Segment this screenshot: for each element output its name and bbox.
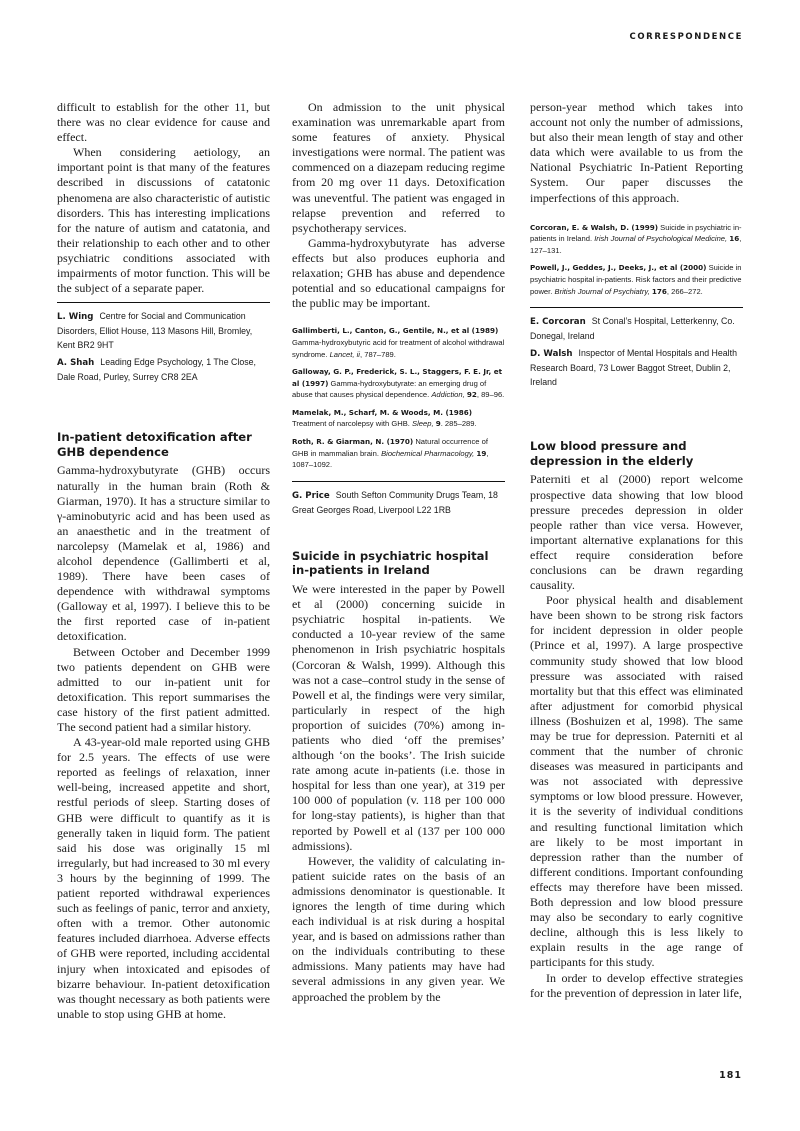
paragraph: On admission to the unit physical examination was unremarkable apart from some features of anxiety. Physical investigations were normal. The patient was commenced on a diazepam reducing regime from 20 mg over 11 days. Detoxification was uneventful. The patient was engaged in relapse prevention and referred to psychotherapy services. bbox=[292, 100, 505, 235]
article-heading: In-patient detoxification after GHB dependence bbox=[57, 430, 252, 459]
reference-volume: 19 bbox=[476, 448, 487, 458]
paragraph: When considering aetiology, an important point is that many of the features described in discussions of catatonic phenomena are also characteristic of autistic disorders. This has interesting implications for the nature of autism and catatonia, and their relationship to each other and to other psychiatric conditions associated with impairments of motor function. This will be the subject of a separate paper. bbox=[57, 145, 270, 296]
article-body bbox=[530, 472, 743, 1000]
reference-pages: , 787–789. bbox=[360, 349, 396, 359]
reference bbox=[292, 366, 505, 401]
author-name: L. Wing bbox=[57, 312, 94, 323]
paragraph: We were interested in the paper by Powell et al (2000) concerning suicide in psychiatric hospital in-patients. We conducted a 10-year review of the same phenomenon in Irish psychiatric hospitals (Corcoran & Walsh, 1999). Although this was not a case–control study in the sense of Powell et al, the findings were very similar, particularly in respect of the high proportion of suicides (70%) among in-patients who died ‘off the premises’ although ‘on the books’. The Irish suicide rate among acute in-patients (i.e. those in hospital for less than one year), at 319 per 100 000 of population (v. 118 per 100 000 for long-stay patients), is higher than that reported by Powell et al (137 per 100 000 admissions). bbox=[292, 582, 505, 853]
affiliation-text: South Sefton Community Drugs Team, 18 Great Georges Road, Liverpool L22 1RB bbox=[292, 489, 498, 515]
reference-title: Gamma-hydroxybutyric acid for treatment of alcohol withdrawal syndrome. bbox=[292, 337, 505, 359]
article-heading: Suicide in psychiatric hospital in-patients in Ireland bbox=[292, 548, 489, 578]
reference-title: Gamma-hydroxybutyrate: an emerging drug of abuse that causes physical dependence. bbox=[292, 378, 487, 400]
reference-authors: Powell, J., Geddes, J., Deeks, J., et al (2000) bbox=[530, 263, 707, 273]
paragraph: A 43-year-old male reported using GHB for 2.5 years. The effects of use were reported as feelings of relaxation, inner well-being, increased appetite and short, restful periods of sleep. Starting doses of GHB were difficult to quantify as it is generally taken in liquid form. The patient said his dose was originally 15 ml irregularly, but had increased to 30 ml every 3 hours by the beginning of 1999. The patient reported withdrawal experiences such as feelings of panic, terror and anxiety, often with a tremor. Other autonomic features included diarrhoea. Adverse effects of GHB were reported, including accidental injury when intoxicated and episodes of bizarre behaviour. In-patient detoxification was thought necessary as both patients were unable to stop using GHB at home. bbox=[57, 735, 270, 1021]
reference bbox=[292, 407, 505, 430]
reference bbox=[292, 436, 505, 471]
divider bbox=[530, 307, 743, 308]
article-body-continued bbox=[292, 100, 505, 311]
paragraph: person-year method which takes into account not only the number of admissions, but also their mean length of stay and other data which were available to us from the National Psychiatric In-Patient Reporting System. Our paper discusses the imperfections of this approach. bbox=[530, 100, 743, 205]
reference-title: Suicide in psychiatric in-patients in Ireland. bbox=[530, 222, 742, 244]
column-1 bbox=[57, 100, 270, 1022]
reference bbox=[530, 262, 743, 297]
divider bbox=[292, 481, 505, 482]
affiliation bbox=[57, 355, 270, 384]
reference-volume: 176 bbox=[651, 286, 667, 296]
affiliation bbox=[292, 488, 505, 517]
reference-title: Treatment of narcolepsy with GHB. bbox=[292, 419, 410, 429]
letter-continuation bbox=[57, 100, 270, 296]
reference-authors: Corcoran, E. & Walsh, D. (1999) bbox=[530, 222, 658, 232]
paragraph: Poor physical health and disablement have been shown to be strong risk factors for incident depression in older people (Prince et al, 1997). A large prospective community study showed that low blood pressure was associated with raised mortality but that this effect was eliminated after adjustment for comorbid physical illness (Boshuizen et al, 1998). The same may be true for depression. Paterniti et al comment that the number of chronic diseases was measured in participants and was not associated with depressive symptoms or low blood pressure. However, it is the severity of individual conditions and resulting functional limitation which are likely to be most important in depression rather than the number of different conditions. Important confounding effects may therefore have been missed. Both depression and low blood pressure may also be secondary to early cognitive decline, although this is less likely to explain results in the age range of participants for this study. bbox=[530, 593, 743, 970]
reference-list bbox=[530, 222, 743, 298]
paragraph: Gamma-hydroxybutyrate (GHB) occurs naturally in the human brain (Roth & Giarman, 1970). It has a structure similar to γ-aminobutyric acid and has been used as an anaesthetic and in the treatment of narcolepsy (Mamelak et al, 1986) and alcohol dependence (Gallimberti et al, 1989). There have been cases of dependence with withdrawal symptoms (Galloway et al, 1997). I believe this to be the first reported case of in-patient detoxification. bbox=[57, 463, 270, 644]
reference-journal: Lancet, bbox=[329, 349, 355, 359]
column-2 bbox=[292, 100, 505, 1005]
reference bbox=[530, 222, 743, 257]
reference-title: Suicide in psychiatric hospital in-patients. Risk factors and their predictive power. bbox=[530, 263, 742, 296]
affiliation-text: Inspector of Mental Hospitals and Health Research Board, 73 Lower Baggot Street, Dublin 2, Ireland bbox=[530, 348, 737, 388]
article-body bbox=[57, 463, 270, 1021]
reference-pages: , 89–96. bbox=[476, 390, 505, 400]
affiliation-text: St Conal’s Hospital, Letterkenny, Co. Donegal, Ireland bbox=[530, 316, 735, 342]
reference-journal: Biochemical Pharmacology, bbox=[381, 448, 475, 458]
author-name: A. Shah bbox=[57, 358, 95, 369]
affiliation bbox=[530, 314, 743, 343]
running-head: CORRESPONDENCE bbox=[629, 32, 743, 42]
article-heading: Low blood pressure and depression in the elderly bbox=[530, 439, 694, 468]
reference-volume: 16 bbox=[729, 234, 740, 244]
author-affiliations bbox=[530, 314, 743, 389]
paragraph: difficult to establish for the other 11, but there was no clear evidence for cause and effect. bbox=[57, 100, 270, 145]
reference-volume: 92 bbox=[466, 390, 477, 400]
reference-journal: British Journal of Psychiatry, bbox=[554, 286, 650, 296]
author-name: G. Price bbox=[292, 490, 330, 501]
article-body bbox=[292, 582, 505, 1005]
reference-pages: , 266–272. bbox=[666, 286, 703, 296]
reference bbox=[292, 325, 505, 360]
paragraph: In order to develop effective strategies for the prevention of depression in later life, bbox=[530, 970, 743, 1000]
paragraph: Gamma-hydroxybutyrate has adverse effects but also produces euphoria and relaxation; GHB has abuse and dependence potential and so educational campaigns for the public may be important. bbox=[292, 235, 505, 311]
reference-journal: Addiction, bbox=[431, 390, 465, 400]
column-3 bbox=[530, 100, 743, 1001]
reference-authors: Gallimberti, L., Canton, G., Gentile, N., et al (1989) bbox=[292, 326, 499, 336]
reference-authors: Mamelak, M., Scharf, M. & Woods, M. (1986) bbox=[292, 407, 473, 417]
divider bbox=[57, 302, 270, 303]
reference-pages: . 285–289. bbox=[440, 419, 477, 429]
page-number: 181 bbox=[719, 1070, 742, 1081]
reference-journal: Irish Journal of Psychological Medicine, bbox=[594, 234, 728, 244]
affiliation bbox=[57, 309, 270, 352]
affiliation bbox=[530, 346, 743, 389]
reference-volume: ii bbox=[356, 349, 360, 359]
paragraph: Paterniti et al (2000) report welcome prospective data showing that low blood pressure precedes depression in older people rather than vice versa. However, important alternative explanations for this effect require consideration before conclusions can be drawn regarding causality. bbox=[530, 472, 743, 593]
reference-title: Natural occurrence of GHB in mammalian brain. bbox=[292, 437, 488, 458]
affiliation-text: Leading Edge Psychology, 1 The Close, Dale Road, Purley, Surrey CR8 2EA bbox=[57, 357, 256, 383]
reference-authors: Galloway, G. P., Frederick, S. L., Staggers, F. E. Jr, et al (1997) bbox=[292, 367, 503, 388]
author-affiliations bbox=[57, 309, 270, 384]
paragraph: However, the validity of calculating in-patient suicide rates on the basis of an admissions denominator is questionable. It ignores the length of time during which each individual is at risk during a hospital year, and is based on admissions rather than on the individuals contributing to these admissions. Many patients may have had several admissions in any given year. We approached the problem by the bbox=[292, 853, 505, 1004]
reference-list bbox=[292, 325, 505, 471]
paragraph: Between October and December 1999 two patients dependent on GHB were admitted to our in-patient unit for detoxification. This report summarises the case history of the first patient admitted. The second patient had a similar history. bbox=[57, 644, 270, 734]
author-name: E. Corcoran bbox=[530, 317, 586, 328]
affiliation-text: Centre for Social and Communication Disorders, Elliot House, 113 Masons Hill, Bromley, Kent BR2 9HT bbox=[57, 311, 253, 351]
author-name: D. Walsh bbox=[530, 349, 573, 360]
article-body-continued bbox=[530, 100, 743, 206]
reference-journal: Sleep, bbox=[412, 419, 434, 429]
reference-pages: , 127–131. bbox=[530, 234, 742, 255]
reference-volume: 9 bbox=[435, 419, 441, 429]
reference-authors: Roth, R. & Giarman, N. (1970) bbox=[292, 437, 414, 447]
reference-pages: , 1087–1092. bbox=[292, 448, 489, 470]
